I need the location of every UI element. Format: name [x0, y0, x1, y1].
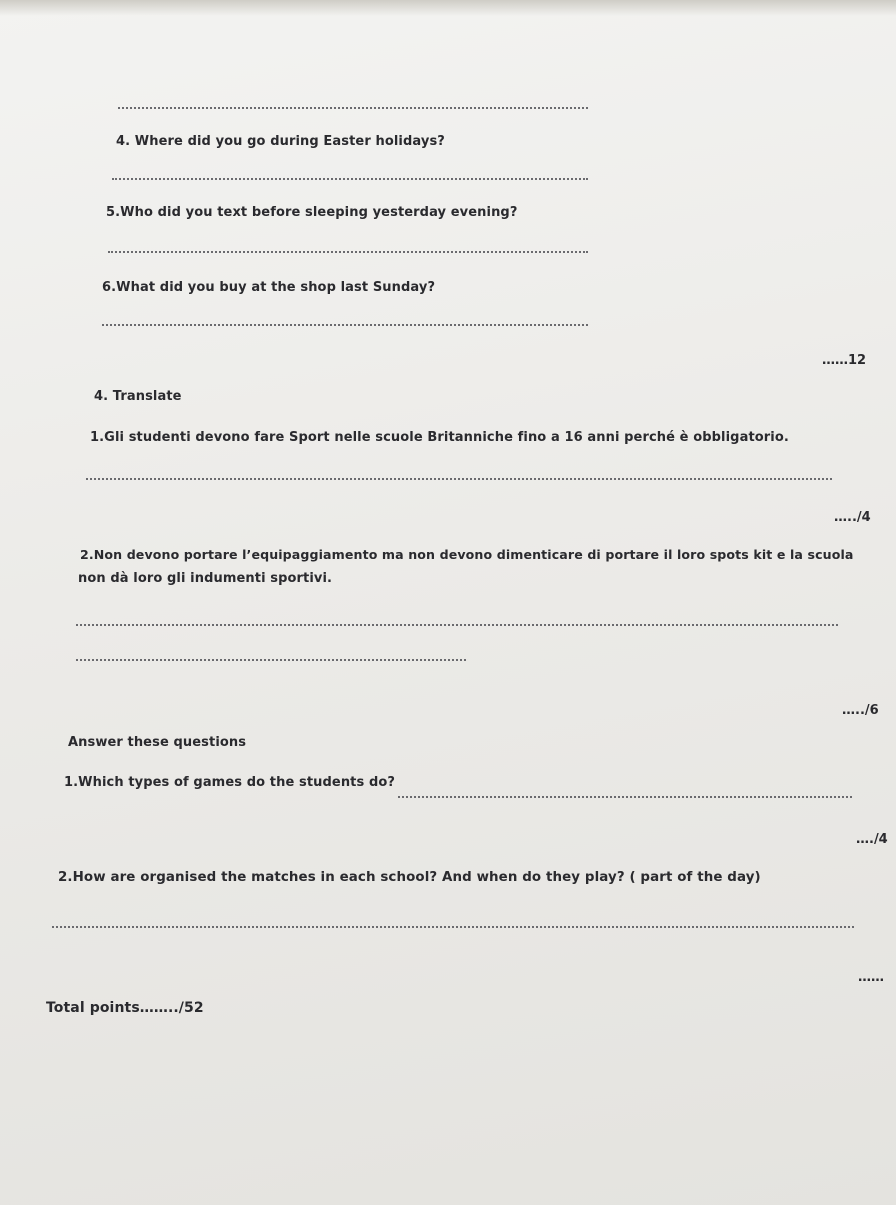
answer-line [118, 107, 588, 109]
answer-line [102, 324, 588, 326]
answer-line [86, 478, 832, 480]
answer-line [76, 659, 466, 661]
answer-line [108, 251, 588, 253]
total-points: Total points……../52 [46, 1000, 204, 1016]
page-top-shadow [0, 0, 896, 16]
score-translate-2: …../6 [842, 703, 879, 718]
score-section-a: ……12 [822, 353, 867, 368]
translate-item-2-line-2: non dà loro gli indumenti sportivi. [78, 571, 333, 586]
question-4: 4. Where did you go during Easter holidays? [116, 134, 445, 149]
translate-heading: 4. Translate [94, 389, 182, 404]
answer-line [398, 796, 852, 798]
answer-question-1: 1.Which types of games do the students do? [64, 775, 396, 790]
answer-line [112, 178, 588, 180]
question-5: 5.Who did you text before sleeping yesterday evening? [106, 205, 518, 220]
answer-line [76, 624, 838, 626]
answer-question-2: 2.How are organised the matches in each school? And when do they play? ( part of the day) [58, 870, 761, 885]
score-translate-1: …../4 [834, 510, 871, 525]
translate-item-2-line-1: 2.Non devono portare l’equipaggiamento ma non devono dimenticare di portare il loro spots kit e la scuola [80, 547, 854, 562]
translate-item-1: 1.Gli studenti devono fare Sport nelle scuole Britanniche fino a 16 anni perché è obbligatorio. [90, 430, 789, 445]
question-6: 6.What did you buy at the shop last Sunday? [102, 280, 436, 295]
score-answer-2: …… [858, 970, 884, 985]
answer-heading: Answer these questions [68, 735, 247, 750]
score-answer-1: …./4 [856, 832, 888, 847]
answer-line [52, 926, 854, 928]
